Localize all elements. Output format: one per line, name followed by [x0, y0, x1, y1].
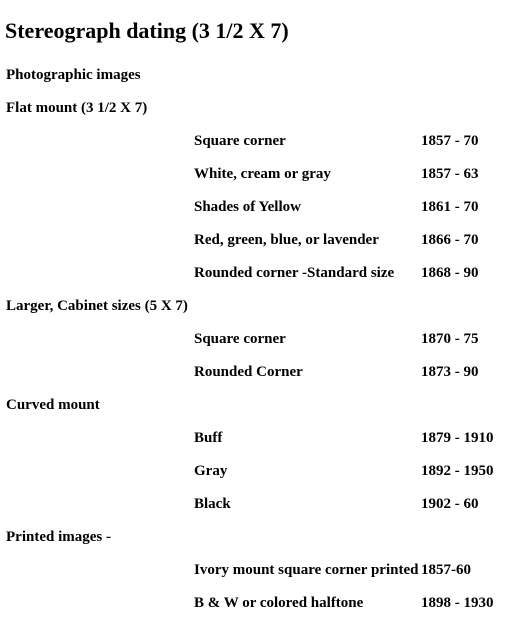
item-label: Square corner — [194, 331, 286, 347]
item-date-range: 1868 - 90 — [421, 265, 479, 281]
item-label: Shades of Yellow — [194, 199, 301, 215]
dating-item-row — [0, 195, 513, 228]
dating-item-row — [0, 327, 513, 360]
dating-item-row — [0, 162, 513, 195]
item-label: Gray — [194, 463, 228, 479]
section-heading-row — [0, 294, 513, 327]
section-heading: Flat mount (3 1/2 X 7) — [6, 100, 148, 116]
item-date-range: 1879 - 1910 — [421, 430, 494, 446]
dating-item-row — [0, 591, 513, 624]
section-heading: Printed images - — [6, 529, 111, 545]
item-date-range: 1898 - 1930 — [421, 595, 494, 611]
item-label: Red, green, blue, or lavender — [194, 232, 379, 248]
dating-item-row — [0, 492, 513, 525]
dating-item-row — [0, 459, 513, 492]
section-heading: Curved mount — [6, 397, 100, 413]
item-date-range: 1866 - 70 — [421, 232, 479, 248]
item-label: Rounded Corner — [194, 364, 303, 380]
item-label: White, cream or gray — [194, 166, 331, 182]
dating-list — [0, 63, 513, 624]
item-label: Buff — [194, 430, 223, 446]
dating-item-row — [0, 360, 513, 393]
item-label: Ivory mount square corner printed — [194, 562, 419, 578]
section-heading: Larger, Cabinet sizes (5 X 7) — [6, 298, 188, 314]
section-heading-row — [0, 96, 513, 129]
dating-item-row — [0, 426, 513, 459]
section-heading-row — [0, 525, 513, 558]
item-date-range: 1857 - 63 — [421, 166, 479, 182]
page-title: Stereograph dating (3 1/2 X 7) — [5, 18, 289, 43]
dating-item-row — [0, 228, 513, 261]
item-label: Square corner — [194, 133, 286, 149]
section-heading-row — [0, 393, 513, 426]
item-date-range: 1857 - 70 — [421, 133, 479, 149]
item-label: B & W or colored halftone — [194, 595, 364, 611]
item-date-range: 1861 - 70 — [421, 199, 479, 215]
item-label: Black — [194, 496, 231, 512]
dating-item-row — [0, 129, 513, 162]
section-heading-row — [0, 63, 513, 96]
item-date-range: 1902 - 60 — [421, 496, 479, 512]
item-date-range: 1873 - 90 — [421, 364, 479, 380]
dating-item-row — [0, 261, 513, 294]
item-date-range: 1892 - 1950 — [421, 463, 494, 479]
section-heading: Photographic images — [6, 67, 141, 83]
item-date-range: 1870 - 75 — [421, 331, 479, 347]
dating-item-row — [0, 558, 513, 591]
item-date-range: 1857-60 — [421, 562, 471, 578]
item-label: Rounded corner -Standard size — [194, 265, 395, 281]
